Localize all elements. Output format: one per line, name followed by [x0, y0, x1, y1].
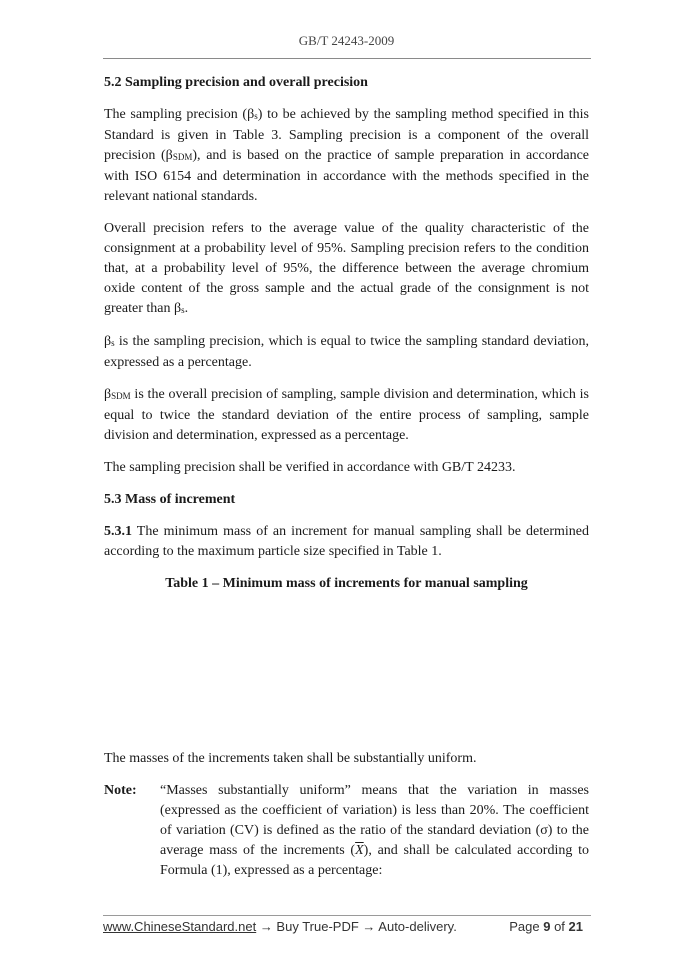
footer-divider	[103, 915, 591, 916]
table-title: Table 1 – Minimum mass of increments for manual sampling	[165, 576, 528, 591]
paragraph-beta-s-definition: βs is the sampling precision, which is equal to twice the sampling standard deviation, expressed as a percentage.	[104, 334, 589, 370]
table-area-blank	[104, 606, 589, 749]
clause-5-3-1: 5.3.1 The minimum mass of an increment for manual sampling shall be determined according to the maximum particle size specified in Table 1.	[104, 524, 589, 559]
note-text: “Masses substantially uniform” means that the variation in masses (expressed as the coefficient of variation) is less than 20%. The coefficient of variation (CV) is defined as the ratio of the standard deviation (σ) to the average mass of the increments $(\overline{X})$, and shall be calculated according to Formula (1), expressed as a percentage:	[160, 783, 589, 878]
page-body	[104, 73, 589, 881]
total-pages: 21	[568, 919, 583, 934]
site-link[interactable]: www.ChineseStandard.net	[103, 919, 257, 934]
page-footer	[103, 915, 591, 939]
clause-number: 5.3.1	[104, 524, 132, 539]
section-heading-5-3: 5.3 Mass of increment	[104, 492, 236, 507]
header-divider	[103, 58, 591, 59]
paragraph-sampling-precision: The sampling precision (βs) to be achieved by the sampling method specified in this Standard is given in Table 3. Sampling precision is a component of the overall precision (βSDM), and is based on the practice of sample preparation in accordance with ISO 6154 and determination in accordance with the methods specified in the relevant national standards.	[104, 107, 590, 204]
page-number: 9	[543, 919, 551, 934]
paragraph-uniform-mass: The masses of the increments taken shall be substantially uniform.	[104, 751, 477, 766]
section-heading-5-2: 5.2 Sampling precision and overall precision	[104, 75, 368, 90]
page-indicator: Page 9 of 21	[509, 919, 583, 934]
note-block	[104, 781, 589, 881]
paragraph-overall-precision: Overall precision refers to the average value of the quality characteristic of the consignment at a probability level of 95%. Sampling precision refers to the condition that, at a probability level of 95%, the difference between the average chromium oxide content of the gross sample and the actual grade of the consignment is not greater than βs.	[104, 221, 589, 316]
paragraph-verification: The sampling precision shall be verified in accordance with GB/T 24233.	[104, 460, 516, 475]
paragraph-beta-sdm-definition: βSDM is the overall precision of sampling, sample division and determination, which is equal to twice the standard deviation of the entire process of sampling, sample division and determination, expressed as a percentage.	[104, 387, 589, 443]
x-bar-symbol: $\overline{X}$	[355, 843, 364, 858]
note-label: Note:	[104, 783, 137, 798]
running-header: GB/T 24243-2009	[298, 33, 395, 48]
buy-text: → Buy True-PDF → Auto-delivery.	[256, 919, 457, 934]
